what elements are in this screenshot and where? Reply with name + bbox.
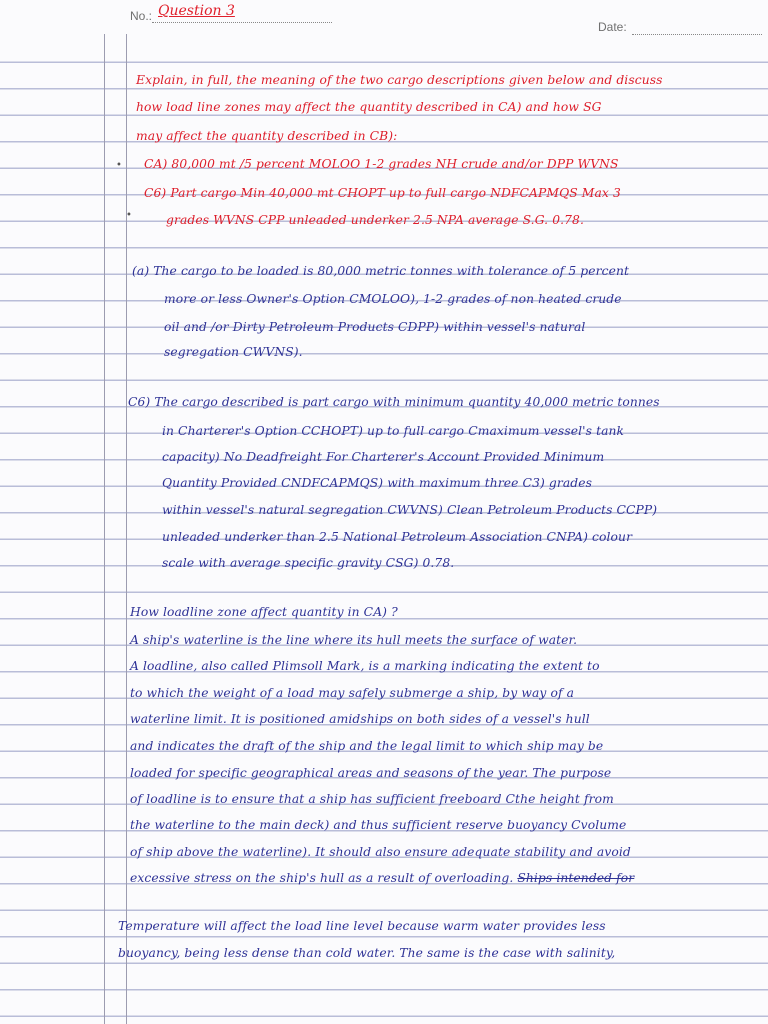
margin-line-inner <box>126 34 127 1024</box>
answer-a-line: oil and /or Dirty Petroleum Products CDPP) within vessel's natural <box>164 320 586 334</box>
answer-b-line: unleaded underker than 2.5 National Petroleum Association CNPA) colour <box>162 530 633 544</box>
discussion-line: to which the weight of a load may safely submerge a ship, by way of a <box>130 686 575 700</box>
question-line: CA) 80,000 mt /5 percent MOLOO 1-2 grades NH crude and/or DPP WVNS <box>144 157 619 171</box>
discussion-line: How loadline zone affect quantity in CA) ? <box>130 605 398 619</box>
discussion-line: loaded for specific geographical areas and seasons of the year. The purpose <box>130 766 612 780</box>
discussion-line <box>130 870 634 886</box>
no-dotted-line <box>152 22 332 23</box>
discussion-line: the waterline to the main deck) and thus sufficient reserve buoyancy Cvolume <box>130 818 627 832</box>
answer-b-line: in Charterer's Option CCHOPT) up to full cargo Cmaximum vessel's tank <box>162 424 625 438</box>
answer-a-line: segregation CWVNS). <box>164 345 303 359</box>
discussion-2-line: Temperature will affect the load line level because warm water provides less <box>118 919 606 933</box>
no-label: No.: <box>130 9 153 23</box>
bullet-mark: • <box>116 160 122 171</box>
question-line: grades WVNS CPP unleaded underker 2.5 NPA average S.G. 0.78. <box>166 213 584 227</box>
struck-out-text: Ships intended for <box>517 871 635 885</box>
answer-b-line: capacity) No Deadfreight For Charterer's Account Provided Minimum <box>162 450 605 464</box>
answer-b-line: scale with average specific gravity CSG) 0.78. <box>162 556 455 570</box>
question-line: C6) Part cargo Min 40,000 mt CHOPT up to full cargo NDFCAPMQS Max 3 <box>144 186 621 200</box>
date-dotted-line <box>632 34 762 35</box>
discussion-line: of loadline is to ensure that a ship has sufficient freeboard Cthe height from <box>130 792 614 806</box>
discussion-line: waterline limit. It is positioned amidships on both sides of a vessel's hull <box>130 712 590 726</box>
date-label: Date: <box>598 20 627 34</box>
answer-a-line: more or less Owner's Option CMOLOO), 1-2 grades of non heated crude <box>164 292 622 306</box>
answer-b-line: within vessel's natural segregation CWVNS) Clean Petroleum Products CCPP) <box>162 503 658 517</box>
question-line: Explain, in full, the meaning of the two cargo descriptions given below and discuss <box>136 73 663 87</box>
discussion-line: of ship above the waterline). It should also ensure adequate stability and avoid <box>130 845 631 859</box>
answer-a-line: (a) The cargo to be loaded is 80,000 metric tonnes with tolerance of 5 percent <box>132 264 630 278</box>
bullet-mark: • <box>126 210 132 221</box>
question-line: may affect the quantity described in CB): <box>136 129 398 143</box>
margin-line-outer <box>104 34 105 1024</box>
discussion-line: A ship's waterline is the line where its hull meets the surface of water. <box>130 633 578 647</box>
question-line: how load line zones may affect the quantity described in CA) and how SG <box>136 100 602 114</box>
discussion-line: A loadline, also called Plimsoll Mark, is a marking indicating the extent to <box>130 659 600 673</box>
discussion-line: and indicates the draft of the ship and the legal limit to which ship may be <box>130 739 604 753</box>
answer-b-line: Quantity Provided CNDFCAPMQS) with maximum three C3) grades <box>162 476 593 490</box>
answer-b-line: C6) The cargo described is part cargo with minimum quantity 40,000 metric tonnes <box>128 395 660 409</box>
discussion-2-line: buoyancy, being less dense than cold water. The same is the case with salinity, <box>118 946 616 960</box>
question-title: Question 3 <box>158 3 235 19</box>
discussion-text: excessive stress on the ship's hull as a result of overloading. <box>130 871 514 885</box>
